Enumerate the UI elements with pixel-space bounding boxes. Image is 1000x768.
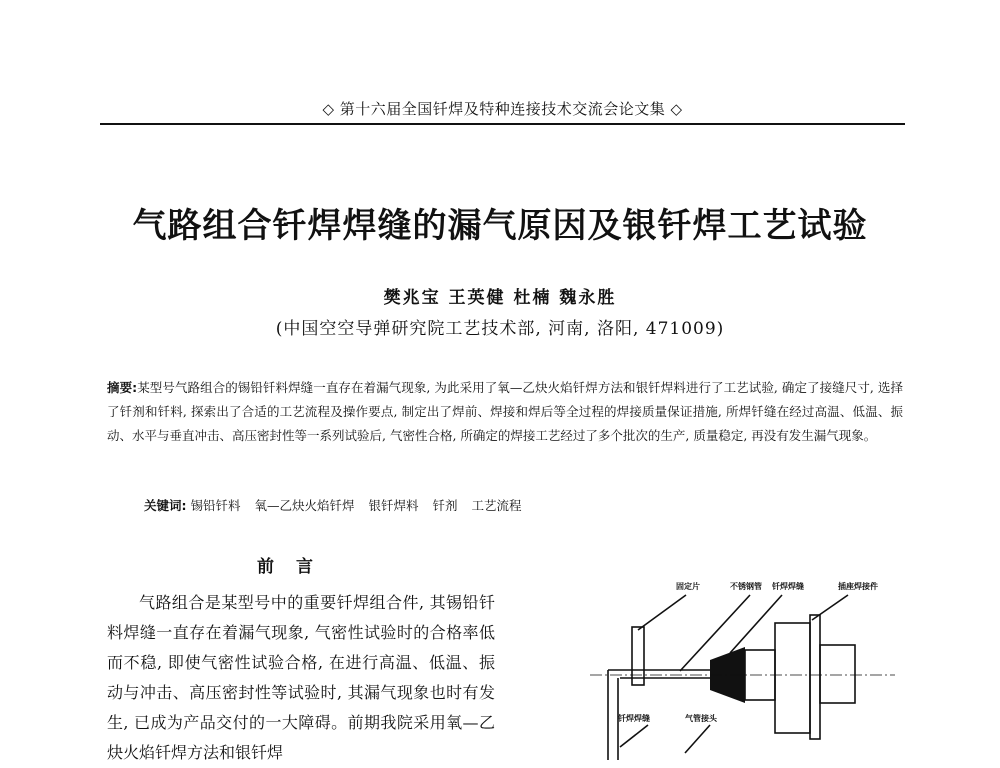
label-fixing-plate: 固定片 <box>676 582 700 591</box>
body-paragraph: 气路组合是某型号中的重要钎焊组合件, 其锡铅钎料焊缝一直存在着漏气现象, 气密性试验时的合格率低而不稳, 即使气密性试验合格, 在进行高温、低温、振动与冲击、高压密封性等试验时, 其漏气现象也时有发生, 已成为产品交付的一大障碍。前期我院采用氧—乙炔火焰钎焊方法和银钎焊 <box>107 593 495 762</box>
fixing-plate <box>632 627 644 685</box>
keyword: 工艺流程 <box>471 498 522 513</box>
keyword: 氧—乙炔火焰钎焊 <box>254 498 355 513</box>
keyword: 银钎焊料 <box>368 498 419 513</box>
cylinder-end <box>820 645 855 703</box>
cylinder-body <box>775 623 810 733</box>
authors: 樊兆宝 王英健 杜楠 魏永胜 <box>383 288 617 308</box>
leader-line <box>812 595 848 620</box>
label-air-joint: 气管接头 <box>685 714 717 723</box>
gas-assembly-figure <box>590 575 895 760</box>
keyword: 钎剂 <box>432 498 458 513</box>
label-brazed-seam: 钎焊焊缝 <box>772 582 804 591</box>
figure-drawing <box>590 575 895 760</box>
keyword: 锡铅钎料 <box>190 498 241 513</box>
cylinder-flange <box>810 615 820 739</box>
abstract <box>107 376 903 448</box>
header-rule <box>100 123 905 125</box>
label-steel-tube: 不锈钢管 <box>730 582 762 591</box>
abstract-text: 某型号气路组合的锡铅钎料焊缝一直存在着漏气现象, 为此采用了氧—乙炔火焰钎焊方法和银钎焊料进行了工艺试验, 确定了接缝尺寸, 选择了钎剂和钎料, 探索出了合适的工艺流程及操作要点, 制定出了焊前、焊接和焊后等全过程的焊接质量保证措施, 所焊钎缝在经过高温、低温、振动、水平与垂直冲击、高压密封性等一系列试验后, 气密性合格, 所确定的焊接工艺经过了多个批次的生产, 质量稳定, 再没有发生漏气现象。 <box>107 380 904 443</box>
section-title: 前言 <box>257 557 335 577</box>
paper-title: 气路组合钎焊焊缝的漏气原因及银钎焊工艺试验 <box>132 206 868 246</box>
affiliation: (中国空空导弹研究院工艺技术部, 河南, 洛阳, 471009) <box>275 319 725 339</box>
leader-line <box>638 595 686 630</box>
keywords <box>144 496 536 514</box>
leader-line <box>620 725 648 747</box>
abstract-label: 摘要: <box>107 380 138 395</box>
leader-line <box>685 725 710 753</box>
label-bracket-joint: 插座焊接件 <box>838 582 878 591</box>
label-brazed-seam-2: 钎焊焊缝 <box>618 714 650 723</box>
keywords-label: 关键词: <box>144 498 187 513</box>
running-header: ◇ 第十六届全国钎焊及特种连接技术交流会论文集 ◇ <box>322 100 683 118</box>
